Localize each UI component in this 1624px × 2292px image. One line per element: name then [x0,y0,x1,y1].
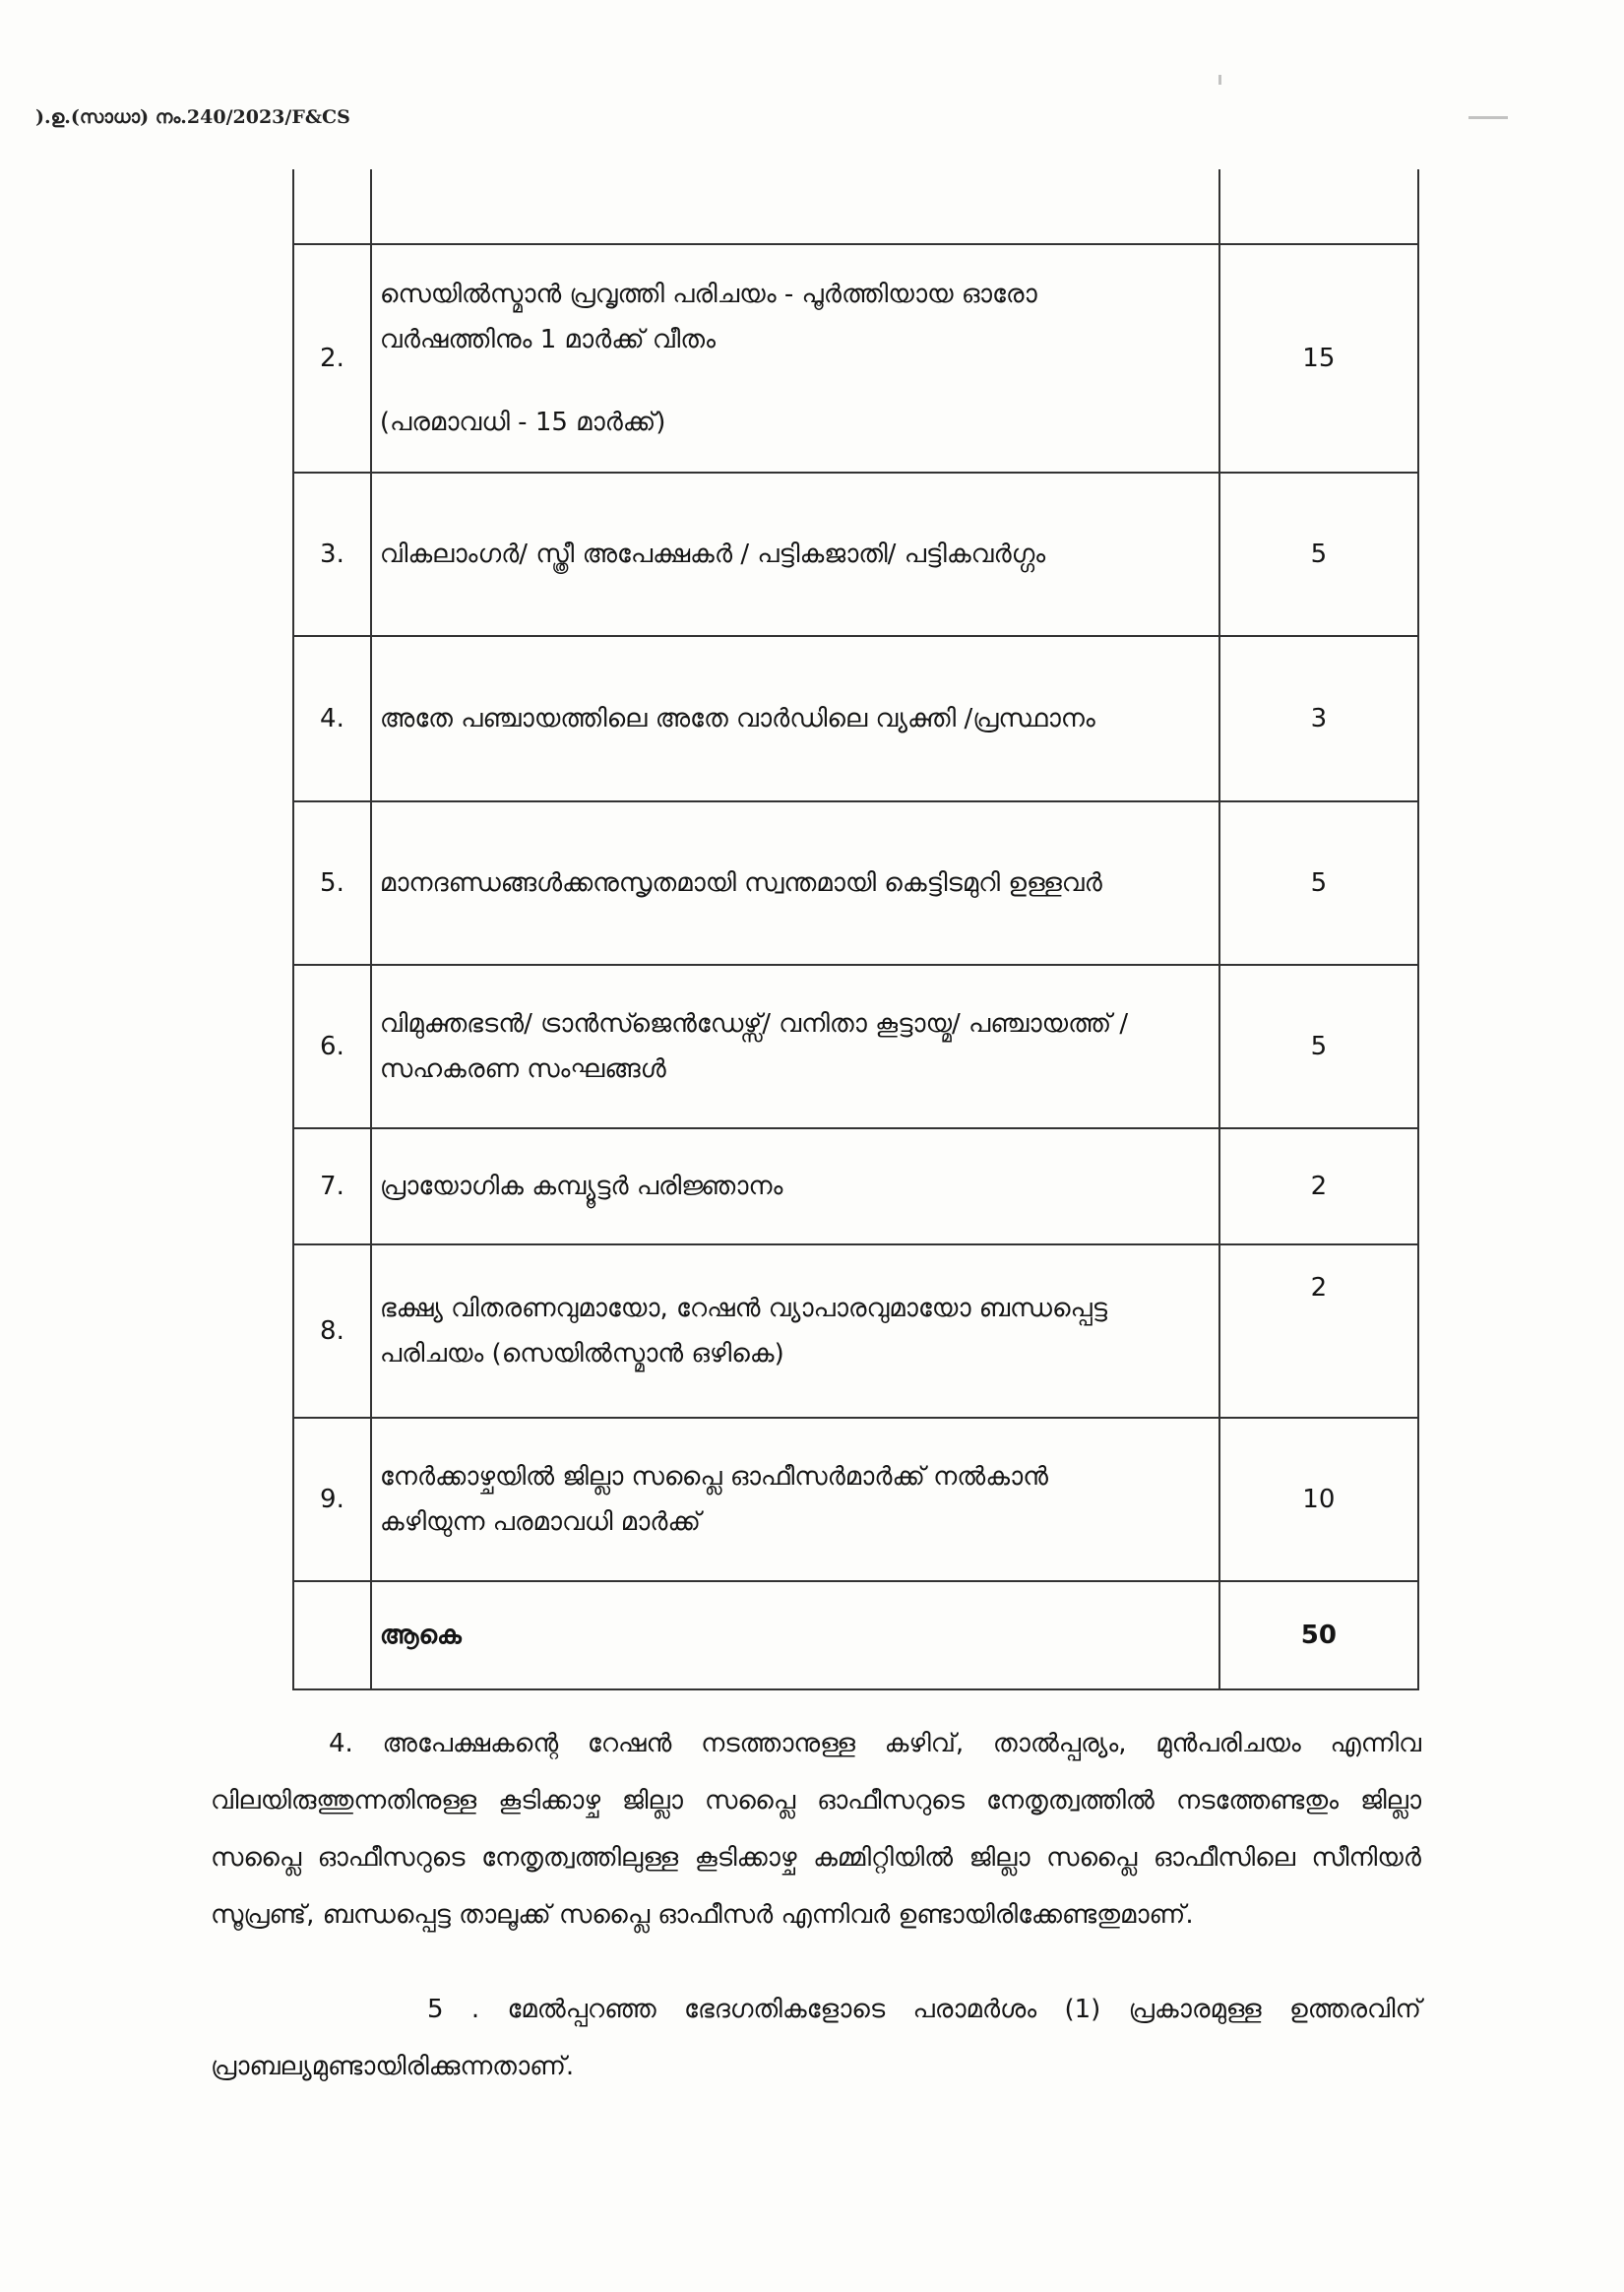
table-row [293,1128,1418,1244]
description-line: പ്രായോഗിക കമ്പ്യൂട്ടർ പരിജ്ഞാനം [379,1172,783,1201]
row-mark: 2 [1219,1128,1418,1244]
scan-mark [1468,116,1508,119]
description-line: നേർക്കാഴ്ചയിൽ ജില്ലാ സപ്ലൈ ഓഫീസർമാർക്ക് നൽകാൻ [379,1462,1048,1492]
row-number: 6. [293,965,371,1128]
description-line: വർഷത്തിനും 1 മാർക്ക് വീതം [379,325,717,354]
description-line: വികലാംഗർ/ സ്ത്രീ അപേക്ഷകർ / പട്ടികജാതി/ പട്ടികവർഗ്ഗം [379,540,1046,569]
description-note: (പരമാവധി - 15 മാർക്ക്) [379,408,666,437]
order-reference: ).ഉ.(സാധാ) നം.240/2023/F&CS [35,106,350,128]
description-line: മാനദണ്ഡങ്ങൾക്കനുസൃതമായി സ്വന്തമായി കെട്ടിടമുറി ഉള്ളവർ [379,868,1102,898]
paragraph-4: 4. അപേക്ഷകന്റെ റേഷൻ നടത്താനുള്ള കഴിവ്, താൽപ്പര്യം, മുൻപരിചയം എന്നിവ വിലയിരുത്തുന്നതിനുള്ള കൂടിക്കാഴ്ച ജില്ലാ സപ്ലൈ ഓഫീസറുടെ നേതൃത്വത്തിൽ നടത്തേണ്ടതും ജില്ലാ സപ്ലൈ ഓഫീസറുടെ നേതൃത്വത്തിലുള്ള കൂടിക്കാഴ്ച കമ്മിറ്റിയിൽ ജില്ലാ സപ്ലൈ ഓഫീസിലെ സീനിയർ സൂപ്രണ്ട്, ബന്ധപ്പെട്ട താലൂക്ക് സപ്ലൈ ഓഫീസർ എന്നിവർ ഉണ്ടായിരിക്കേണ്ടതുമാണ്. [211,1729,1421,1930]
row-mark: 5 [1219,965,1418,1128]
row-mark: 10 [1219,1418,1418,1581]
row-mark: 3 [1219,636,1418,801]
row-description [371,473,1219,636]
table-row [293,244,1418,473]
row-description [371,965,1219,1128]
row-number: 8. [293,1244,371,1418]
description-line: സഹകരണ സംഘങ്ങൾ [379,1054,666,1084]
row-description [371,1128,1219,1244]
row-number: 4. [293,636,371,801]
table-row [293,1418,1418,1581]
table-row [293,965,1418,1128]
row-mark: 5 [1219,473,1418,636]
row-number: 5. [293,801,371,965]
row-number: 3. [293,473,371,636]
paragraph-5: 5 . മേൽപ്പറഞ്ഞ ഭേദഗതികളോടെ പരാമർശം (1) പ്രകാരമുള്ള ഉത്തരവിന് പ്രാബല്യമുണ്ടായിരിക്കുന്നതാണ്. [211,1995,1421,2081]
total-label: ആകെ [371,1581,1219,1689]
row-number-cell [293,169,371,244]
row-description [371,636,1219,801]
total-value: 50 [1219,1581,1418,1689]
row-description [371,244,1219,473]
table-row-continued [293,169,1418,244]
row-mark-cell [1219,169,1418,244]
table-row [293,473,1418,636]
description-line: പരിചയം (സെയിൽസ്മാൻ ഒഴികെ) [379,1339,784,1369]
description-line: കഴിയുന്ന പരമാവധി മാർക്ക് [379,1507,701,1537]
row-mark: 2 [1219,1244,1418,1418]
description-line: വിമുക്തഭടൻ/ ട്രാൻസ്ജെൻഡേഴ്സ്/ വനിതാ കൂട്ടായ്മ/ പഞ്ചായത്ത് / [379,1009,1129,1039]
marks-table [292,169,1419,1690]
description-line: അതേ പഞ്ചായത്തിലെ അതേ വാർഡിലെ വ്യക്തി /പ്രസ്ഥാനം [379,704,1095,733]
scan-mark [1218,75,1221,85]
row-mark: 5 [1219,801,1418,965]
table-row [293,636,1418,801]
row-number: 9. [293,1418,371,1581]
marks-table-container [292,169,1419,1690]
row-mark: 15 [1219,244,1418,473]
row-number: 2. [293,244,371,473]
description-line: ഭക്ഷ്യ വിതരണവുമായോ, റേഷൻ വ്യാപാരവുമായോ ബന്ധപ്പെട്ട [379,1294,1108,1323]
table-row [293,801,1418,965]
description-line: സെയിൽസ്മാൻ പ്രവൃത്തി പരിചയം - പൂർത്തിയായ ഓരോ [379,280,1037,309]
row-description-cell [371,169,1219,244]
table-row [293,1244,1418,1418]
total-number-cell [293,1581,371,1689]
row-number: 7. [293,1128,371,1244]
row-description [371,1244,1219,1418]
row-description [371,1418,1219,1581]
row-description [371,801,1219,965]
table-row-total [293,1581,1418,1689]
